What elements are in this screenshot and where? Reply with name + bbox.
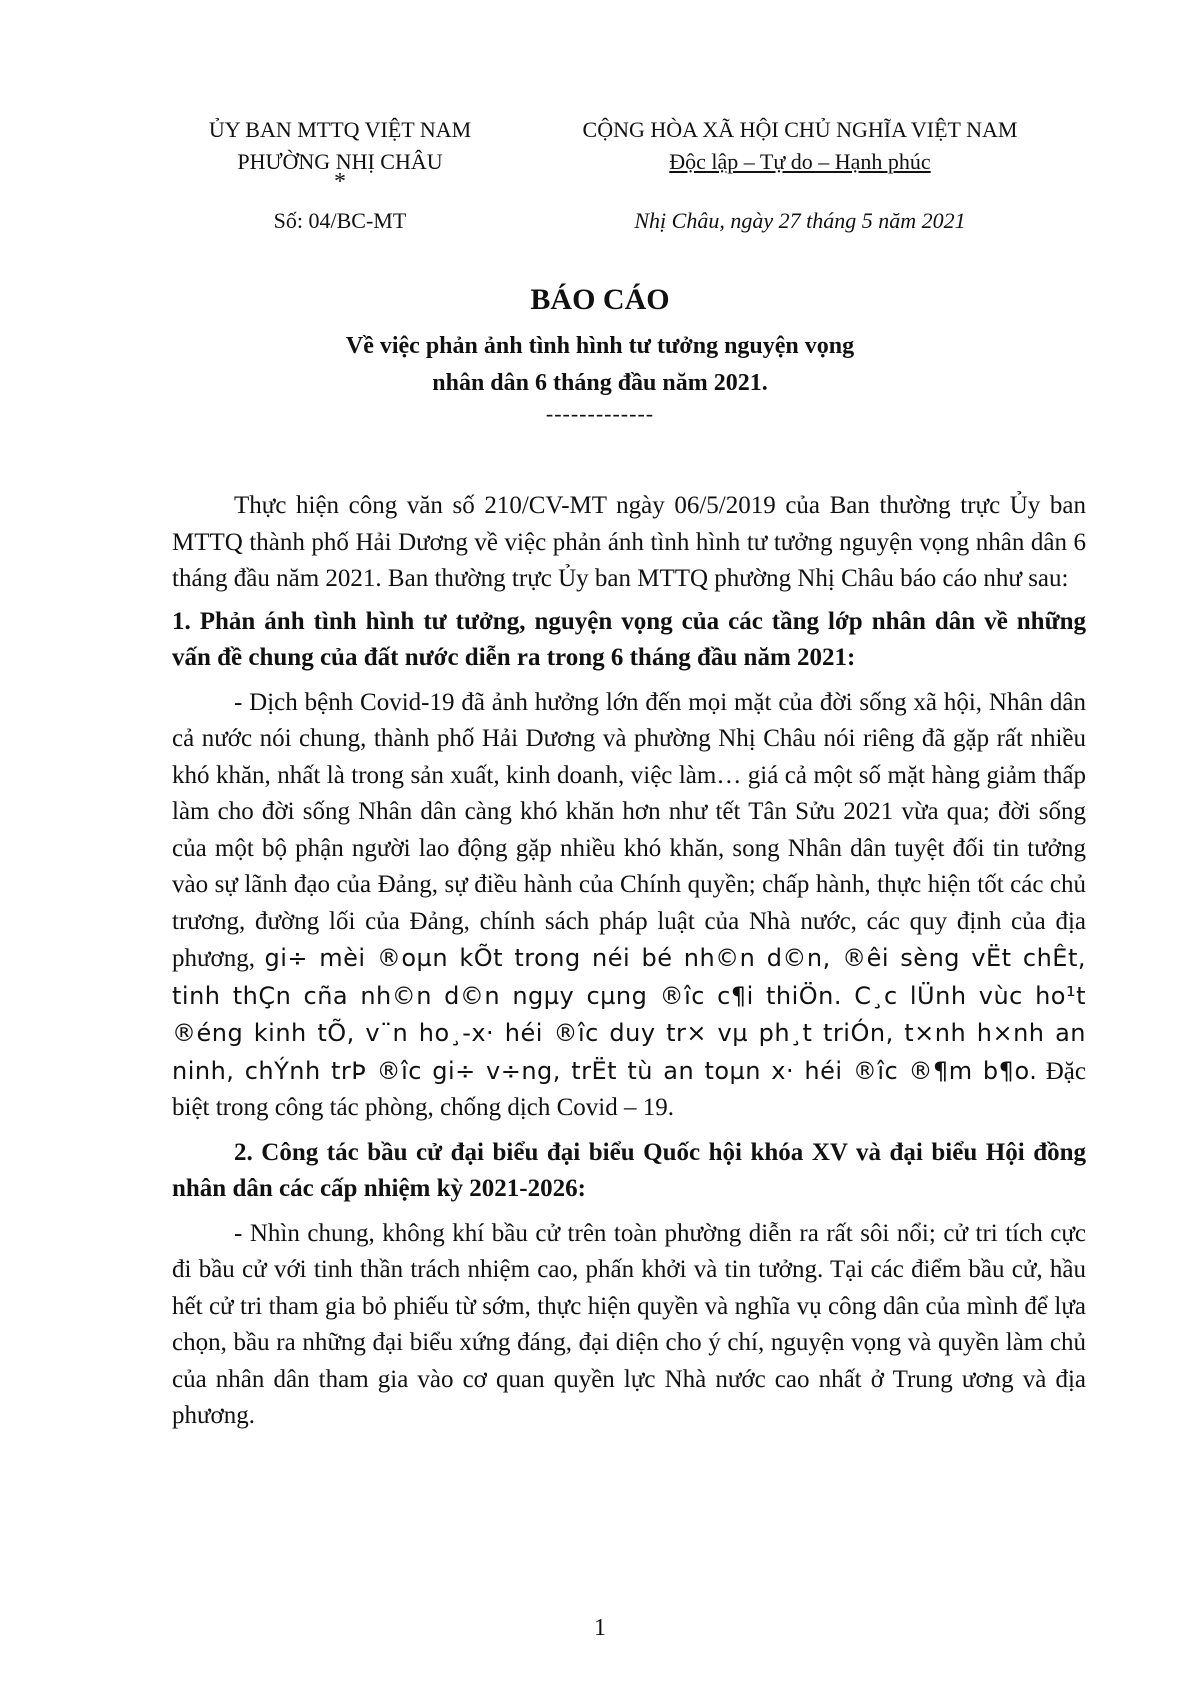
- national-heading: [530, 114, 1070, 178]
- report-title-block: [160, 282, 1040, 426]
- intro-paragraph: Thực hiện công văn số 210/CV-MT ngày 06/5/2019 của Ban thường trực Ủy ban MTTQ thành phố Hải Dương về việc phản ánh tình hình tư tưởng nguyện vọng nhân dân 6 tháng đầu năm 2021. Ban thường trực Ủy ban MTTQ phường Nhị Châu báo cáo như sau:: [172, 492, 1086, 592]
- section-1-text-start: - Dịch bệnh Covid-19 đã ảnh hưởng lớn đến mọi mặt của đời sống xã hội, Nhân dân cả nước nói chung, thành phố Hải Dương và phường Nhị Châu nói riêng đã gặp rất nhiều khó khăn, nhất là trong sản xuất, kinh doanh, việc làm… giá cả một số mặt hàng giảm thấp làm cho đời sống Nhân dân càng khó khăn hơn như tết Tân Sửu 2021 vừa qua; đời sống của một bộ phận người lao động gặp nhiều khó khăn, song Nhân dân tuyệt đối tin tưởng vào sự lãnh đạo của Đảng, sự điều hành của Chính quyền; chấp hành, thực hiện tốt các chủ trương, đường lối của Đảng, chính sách pháp luật của Nhà nước, các quy định của địa phương,: [172, 688, 1086, 972]
- nation-name: CỘNG HÒA XÃ HỘI CHỦ NGHĨA VIỆT NAM: [582, 117, 1018, 142]
- report-title: BÁO CÁO: [530, 283, 670, 316]
- section-2-heading: 2. Công tác bầu cử đại biểu đại biểu Quốc hội khóa XV và đại biểu Hội đồng nhân dân các cấp nhiệm kỳ 2021-2026:: [172, 1138, 1086, 1202]
- report-subtitle-line1: Về việc phản ảnh tình hình tư tưởng nguyện vọng: [345, 333, 855, 359]
- place-and-date: Nhị Châu, ngày 27 tháng 5 năm 2021: [634, 208, 966, 233]
- report-body: [172, 488, 1086, 1435]
- document-number: Số: 04/BC-MT: [273, 208, 407, 233]
- org-name-line1: ỦY BAN MTTQ VIỆT NAM: [208, 117, 472, 142]
- section-2-paragraph: - Nhìn chung, không khí bầu cử trên toàn phường diễn ra rất sôi nổi; cử tri tích cực đi bầu cử với tinh thần trách nhiệm cao, phấn khởi và tin tưởng. Tại các điểm bầu cử, hầu hết cử tri tham gia bỏ phiếu từ sớm, thực hiện quyền và nghĩa vụ công dân của mình để lựa chọn, bầu ra những đại biểu xứng đáng, đại diện cho ý chí, nguyện vọng và quyền làm chủ của nhân dân tham gia vào cơ quan quyền lực Nhà nước cao nhất ở Trung ương và địa phương.: [172, 1219, 1086, 1429]
- section-1-text-end: Đặc biệt trong công tác phòng, chống dịch Covid – 19.: [172, 1057, 1086, 1121]
- page-number: 1: [594, 1615, 606, 1641]
- section-1-text-encoded: gi÷ mèi ®oµn kÕt trong néi bé nh©n d©n, ®êi sèng vËt chÊt, tinh thÇn cña nh©n d©n ngµy cµng ®îc c¶i thiÖn. C¸c lÜnh vùc ho¹t ®éng kinh tÕ, v¨n ho¸-x· héi ®îc duy tr× vµ ph¸t triÓn, t×nh h×nh an ninh, chÝnh trÞ ®îc gi÷ v÷ng, trËt tù an toµn x· héi ®îc ®¶m b¶o.: [172, 944, 1087, 1085]
- section-1-paragraph: [172, 685, 1086, 1127]
- section-1-heading: 1. Phản ánh tình hình tư tưởng, nguyện vọng của các tầng lớp nhân dân về những vấn đề chung của đất nước diễn ra trong 6 tháng đầu năm 2021:: [172, 607, 1086, 671]
- org-name-line2: PHƯỜNG NHỊ CHÂU: [237, 149, 443, 174]
- star-mark: *: [334, 169, 346, 195]
- report-subtitle: [160, 328, 1040, 402]
- report-subtitle-line2: nhân dân 6 tháng đầu năm 2021.: [432, 370, 768, 396]
- title-separator: -------------: [545, 401, 655, 426]
- national-motto: Độc lập – Tự do – Hạnh phúc: [669, 149, 931, 174]
